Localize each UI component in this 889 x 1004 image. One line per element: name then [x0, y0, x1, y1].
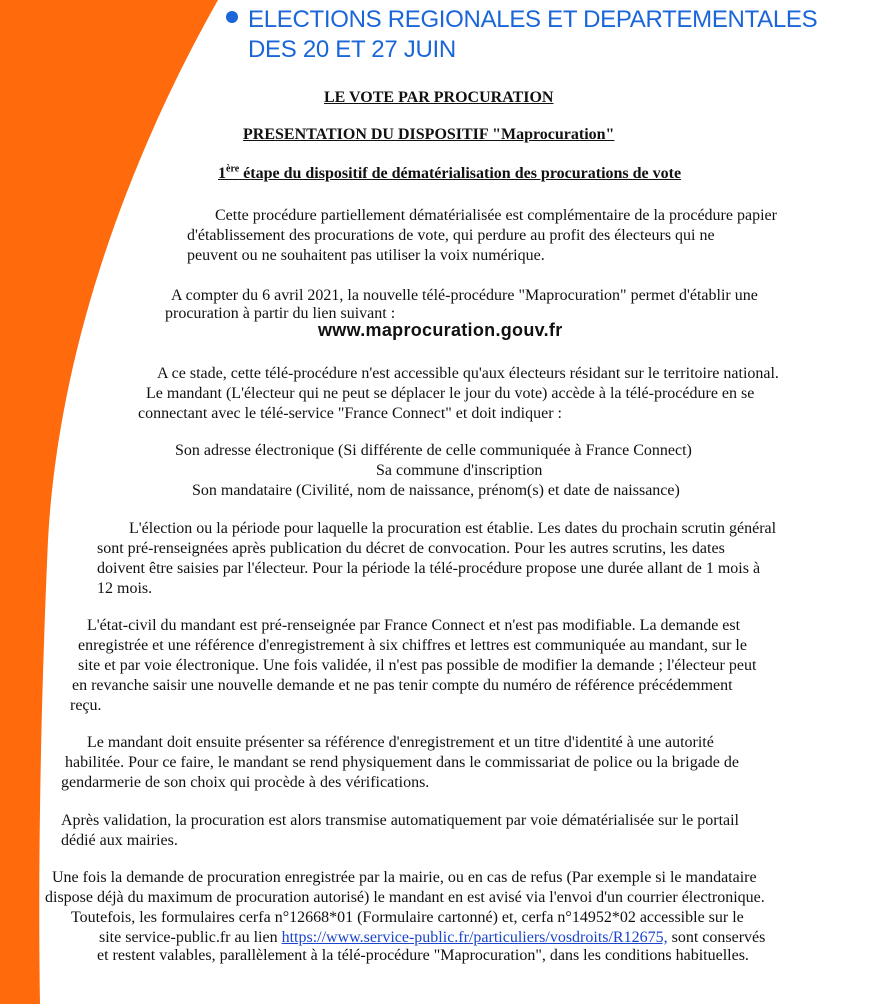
bullet-icon: [226, 11, 238, 23]
paragraph-7-line: dédié aux mairies.: [61, 832, 178, 849]
paragraph-4-line: L'élection ou la période pour laquelle la procuration est établie. Les dates du prochain scrutin général: [129, 520, 777, 537]
list-item-email: Son adresse électronique (Si différente de celle communiquée à France Connect): [175, 442, 692, 459]
paragraph-5-line: L'état-civil du mandant est pré-renseignée par France Connect et n'est pas modifiable. La demande est: [87, 617, 741, 634]
maprocuration-url: www.maprocuration.gouv.fr: [318, 320, 563, 340]
paragraph-4-line: sont pré-renseignées après publication du décret de convocation. Pour les autres scrutins, les dates: [97, 540, 725, 557]
page-title-line2: DES 20 ET 27 JUIN: [248, 36, 456, 63]
paragraph-1-line: peuvent ou ne souhaitent pas utiliser la voix numérique.: [187, 247, 545, 264]
heading-presentation: PRESENTATION DU DISPOSITIF "Maprocuration": [243, 126, 615, 143]
paragraph-1-line: d'établissement des procurations de vote, qui perdure au profit des électeurs qui ne: [187, 227, 715, 244]
heading-vote-procuration: LE VOTE PAR PROCURATION: [324, 89, 554, 106]
paragraph-2-line: A compter du 6 avril 2021, la nouvelle télé-procédure "Maprocuration" permet d'établir une: [171, 287, 758, 304]
paragraph-8-line: Une fois la demande de procuration enregistrée par la mairie, ou en cas de refus (Par exemple si le mandataire: [52, 869, 757, 886]
list-item-commune: Sa commune d'inscription: [376, 462, 543, 479]
paragraph-3-line: Le mandant (L'électeur qui ne peut se déplacer le jour du vote) accède à la télé-procédure en se: [146, 385, 755, 402]
paragraph-8-line: dispose déjà du maximum de procuration autorisé) le mandant en est avisé via l'envoi d'un courrier électronique.: [45, 889, 765, 906]
paragraph-6-line: gendarmerie de son choix qui procède à des vérifications.: [61, 774, 430, 791]
service-public-link[interactable]: https://www.service-public.fr/particuliers/vosdroits/R12675,: [281, 929, 668, 946]
heading-first-step: 1ère étape du dispositif de dématérialisation des procurations de vote: [218, 163, 682, 182]
paragraph-8-line: Toutefois, les formulaires cerfa n°12668*01 (Formulaire cartonné) et, cerfa n°14952*02 accessible sur le: [71, 909, 744, 926]
paragraph-4-line: doivent être saisies par l'électeur. Pour la période la télé-procédure propose une durée allant de 1 mois à: [97, 560, 761, 577]
paragraph-1-line: Cette procédure partiellement dématérialisée est complémentaire de la procédure papier: [215, 207, 777, 224]
paragraph-4-line: 12 mois.: [97, 580, 153, 597]
paragraph-5-line: enregistrée et une référence d'enregistrement à six chiffres et lettres est communiquée au mandant, sur le: [78, 637, 747, 654]
paragraph-2-line: procuration à partir du lien suivant :: [165, 305, 396, 322]
list-item-mandataire: Son mandataire (Civilité, nom de naissance, prénom(s) et date de naissance): [192, 482, 680, 499]
page-title-line1: ELECTIONS REGIONALES ET DEPARTEMENTALES: [248, 6, 818, 33]
paragraph-5-line: en revanche saisir une nouvelle demande et ne pas tenir compte du numéro de référence précédemment: [72, 677, 733, 694]
paragraph-5-line: reçu.: [70, 697, 102, 714]
paragraph-6-line: Le mandant doit ensuite présenter sa référence d'enregistrement et un titre d'identité à une autorité: [87, 734, 714, 751]
paragraph-7-line: Après validation, la procuration est alors transmise automatiquement par voie dématérialisée sur le portail: [61, 812, 739, 829]
paragraph-3-line: connectant avec le télé-service "France Connect" et doit indiquer :: [138, 405, 562, 422]
paragraph-8-line: et restent valables, parallèlement à la télé-procédure "Maprocuration", dans les conditions habituelles.: [97, 947, 749, 964]
paragraph-8-link-line: site service-public.fr au lien https://www.service-public.fr/particuliers/vosdroits/R12675, sont conservés: [99, 929, 766, 946]
paragraph-3-line: A ce stade, cette télé-procédure n'est accessible qu'aux électeurs résidant sur le territoire national.: [157, 365, 779, 382]
paragraph-6-line: habilitée. Pour ce faire, le mandant se rend physiquement dans le commissariat de police ou la brigade de: [65, 754, 739, 771]
paragraph-5-line: site et par voie électronique. Une fois validée, il n'est pas possible de modifier la demande ; l'électeur peut: [78, 657, 757, 674]
